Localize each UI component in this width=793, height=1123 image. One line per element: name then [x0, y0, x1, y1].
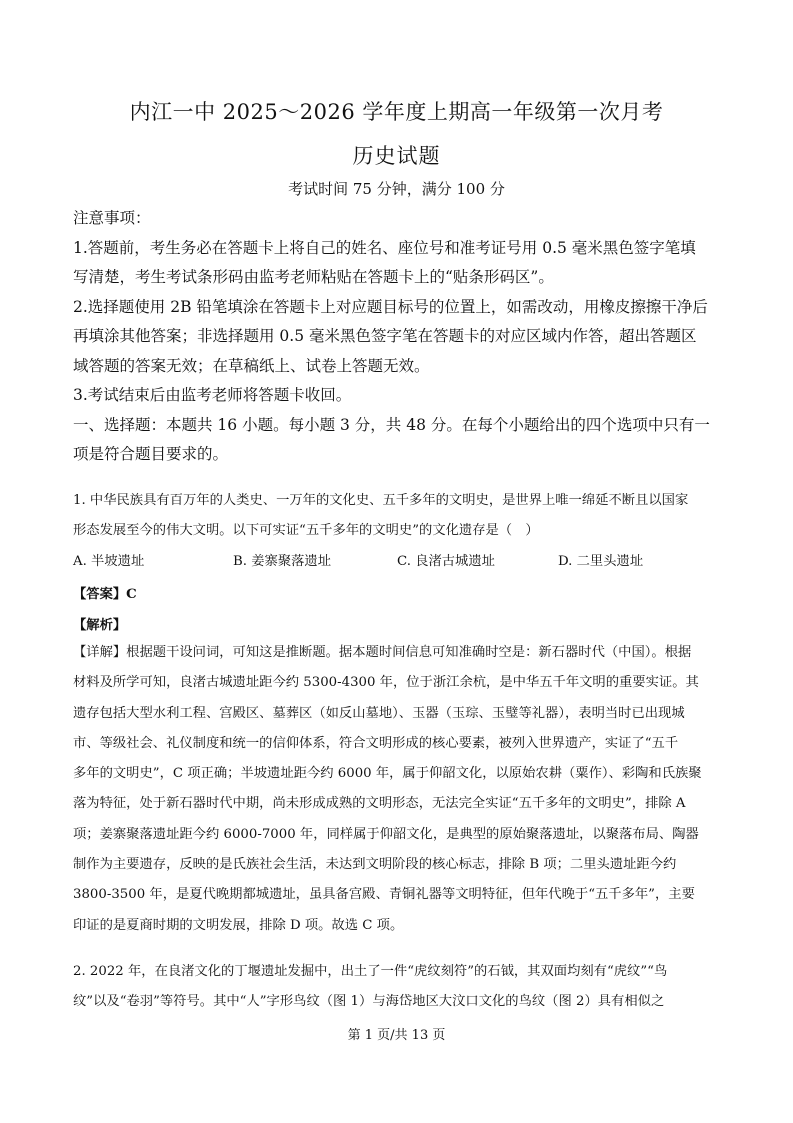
detail-line: 材料及所学可知，良渚古城遗址距今约 5300-4300 年，位于浙江余杭，是中华五千年文明的重要实证。其 [73, 675, 699, 691]
answer-tag: 【答案】C [73, 587, 137, 602]
detail-line: 制作为主要遗存，反映的是氏族社会生活，未达到文明阶段的核心标志，排除 B 项；二里头遗址距今约 [73, 857, 677, 873]
notes-section [73, 204, 723, 470]
section-heading: 项是符合题目要求的。 [73, 445, 229, 463]
detail-line: 【详解】根据题干设问词，可知这是推断题。据本题时间信息可知准确时空是：新石器时代（中国）。根据 [73, 645, 692, 660]
page-number: 第 1 页/共 13 页 [347, 1028, 446, 1043]
section-heading: 一、选择题：本题共 16 小题。每小题 3 分，共 48 分。在每个小题给出的四个选项中只有一 [73, 415, 710, 434]
question-line: 纹”以及“卷羽”等符号。其中“人”字形鸟纹（图 1）与海岱地区大汶口文化的鸟纹（图 2）具有相似之 [73, 994, 665, 1010]
detail-line: 遗存包括大型水利工程、宫殿区、墓葬区（如反山墓地）、玉器（玉琮、玉璧等礼器），表明当时已出现城 [73, 705, 685, 721]
detail-line: 落为特征，处于新石器时代中期，尚未形成成熟的文明形态，无法完全实证“五千多年的文明史”，排除 A [73, 796, 686, 812]
option-a: A. 半坡遗址 [73, 554, 145, 569]
notes-heading: 注意事项： [73, 209, 151, 227]
exam-title: 内江一中 2025～2026 学年度上期高一年级第一次月考 [129, 100, 664, 124]
notes-line: 写清楚，考生考试条形码由监考老师粘贴在答题卡上的“贴条形码区”。 [73, 268, 554, 286]
question-line: 1. 中华民族具有百万年的人类史、一万年的文化史、五千多年的文明史，是世界上唯一绵延不断且以国家 [73, 493, 689, 508]
detail-line: 市、等级社会、礼仪制度和统一的信仰体系，符合文明形成的核心要素，被列入世界遗产，实证了“五千 [73, 735, 679, 751]
detail-line: 印证的是夏商时期的文明发展，排除 D 项。故选 C 项。 [73, 917, 404, 933]
notes-line: 2.选择题使用 2B 铅笔填涂在答题卡上对应题目标号的位置上，如需改动，用橡皮擦擦干净后 [73, 297, 708, 316]
notes-line: 1.答题前，考生务必在答题卡上将自己的姓名、座位号和准考证号用 0.5 毫米黑色签字笔填 [73, 238, 696, 257]
exam-subject: 历史试题 [352, 144, 441, 168]
notes-line: 域答题的答案无效；在草稿纸上、试卷上答题无效。 [73, 356, 430, 375]
question-2-stem [73, 957, 723, 1018]
detail-line: 3800-3500 年，是夏代晚期都城遗址，虽具备宫殿、青铜礼器等文明特征，但年代晚于“五千多年”，主要 [73, 887, 695, 903]
notes-line: 再填涂其他答案；非选择题用 0.5 毫米黑色签字笔在答题卡的对应区域内作答，超出答题区 [73, 327, 697, 345]
option-d: D. 二里头遗址 [558, 554, 644, 569]
exam-meta: 考试时间 75 分钟，满分 100 分 [288, 180, 505, 198]
option-c: C. 良渚古城遗址 [397, 554, 495, 569]
notes-line: 3.考试结束后由监考老师将答题卡收回。 [73, 386, 352, 404]
question-1-detail [73, 638, 723, 941]
question-1-stem [73, 486, 723, 547]
question-1-options [73, 550, 723, 576]
analysis-tag: 【解析】 [73, 618, 127, 633]
detail-line: 项；姜寨聚落遗址距今约 6000-7000 年，同样属于仰韶文化，是典型的原始聚落遗址，以聚落布局、陶器 [73, 826, 699, 842]
question-line: 形态发展至今的伟大文明。以下可实证“五千多年的文明史”的文化遗存是（ ） [73, 523, 539, 539]
question-line: 2. 2022 年，在良渚文化的丁堰遗址发掘中，出土了一件“虎纹刻符”的石钺，其双面均刻有“虎纹”“鸟 [73, 964, 668, 979]
option-b: B. 姜寨聚落遗址 [233, 554, 332, 569]
detail-line: 多年的文明史”，C 项正确；半坡遗址距今约 6000 年，属于仰韶文化，以原始农耕（粟作）、彩陶和氏族聚 [73, 766, 702, 782]
